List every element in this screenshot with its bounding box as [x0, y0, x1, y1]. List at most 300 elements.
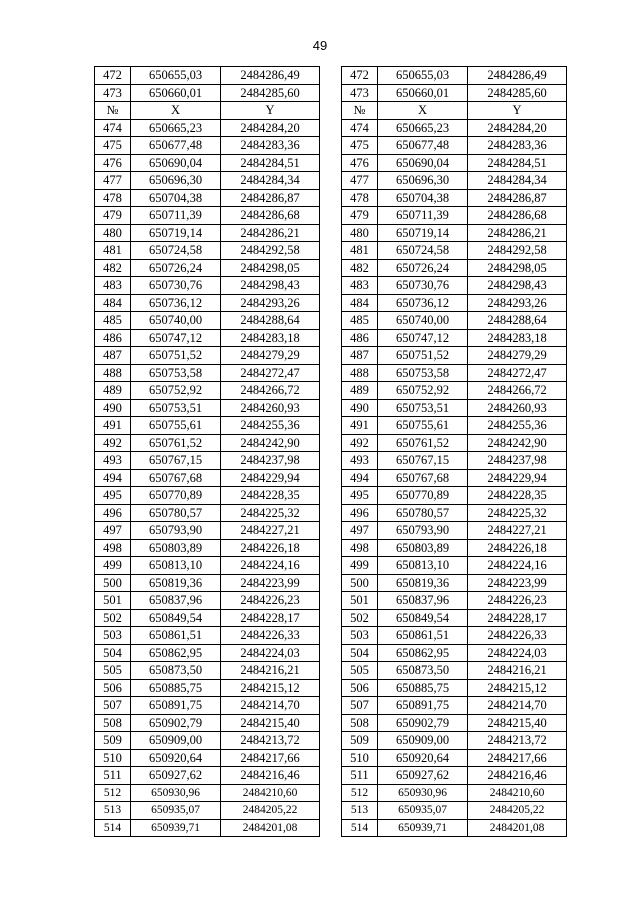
table-row	[95, 137, 567, 155]
left-x-cell: 650711,39	[131, 207, 221, 225]
table-row	[95, 67, 567, 85]
table-row	[95, 224, 567, 242]
right-num-cell: 485	[342, 312, 378, 330]
column-gap	[320, 84, 342, 102]
page-number: 49	[312, 38, 328, 53]
table-row	[95, 662, 567, 680]
left-y-cell: 2484224,03	[221, 644, 320, 662]
right-y-cell: 2484215,12	[468, 679, 567, 697]
left-y-cell: 2484286,68	[221, 207, 320, 225]
left-x-cell: 650724,58	[131, 242, 221, 260]
right-y-cell: 2484228,35	[468, 487, 567, 505]
left-x-cell: 650665,23	[131, 119, 221, 137]
left-num-cell: 483	[95, 277, 131, 295]
table-row	[95, 697, 567, 715]
left-y-cell: 2484224,16	[221, 557, 320, 575]
column-gap	[320, 294, 342, 312]
left-x-cell: 650660,01	[131, 84, 221, 102]
left-num-cell: 500	[95, 574, 131, 592]
column-gap	[320, 679, 342, 697]
table-row	[95, 312, 567, 330]
left-y-cell: 2484286,21	[221, 224, 320, 242]
left-x-cell: 650736,12	[131, 294, 221, 312]
left-x-cell: 650696,30	[131, 172, 221, 190]
table-row	[95, 347, 567, 365]
right-x-cell: 650793,90	[378, 522, 468, 540]
right-y-cell: 2484226,33	[468, 627, 567, 645]
left-num-cell: 489	[95, 382, 131, 400]
right-y-cell: 2484242,90	[468, 434, 567, 452]
right-num-cell: 505	[342, 662, 378, 680]
left-x-cell: 650902,79	[131, 714, 221, 732]
column-gap	[320, 137, 342, 155]
column-gap	[320, 452, 342, 470]
left-y-cell: 2484292,58	[221, 242, 320, 260]
table-row	[95, 504, 567, 522]
column-gap	[320, 557, 342, 575]
right-x-cell: 650665,23	[378, 119, 468, 137]
left-num-cell: 475	[95, 137, 131, 155]
left-y-cell: 2484225,32	[221, 504, 320, 522]
left-num-cell: 493	[95, 452, 131, 470]
right-num-cell: 474	[342, 119, 378, 137]
right-num-cell: 478	[342, 189, 378, 207]
right-x-cell: 650837,96	[378, 592, 468, 610]
left-y-cell: 2484285,60	[221, 84, 320, 102]
right-num-cell: 496	[342, 504, 378, 522]
right-num-cell: 479	[342, 207, 378, 225]
table-row	[95, 154, 567, 172]
right-x-cell: 650690,04	[378, 154, 468, 172]
right-num-cell: 512	[342, 784, 378, 802]
table-row	[95, 119, 567, 137]
left-y-cell: 2484237,98	[221, 452, 320, 470]
table-row	[95, 364, 567, 382]
column-gap	[320, 189, 342, 207]
left-y-cell: 2484228,35	[221, 487, 320, 505]
right-x-cell: 650755,61	[378, 417, 468, 435]
left-y-cell: 2484229,94	[221, 469, 320, 487]
right-x-cell: 650711,39	[378, 207, 468, 225]
left-num-cell: 494	[95, 469, 131, 487]
right-num-cell: 472	[342, 67, 378, 85]
right-y-header-cell: Y	[468, 102, 567, 120]
right-y-cell: 2484223,99	[468, 574, 567, 592]
right-y-cell: 2484216,21	[468, 662, 567, 680]
column-gap	[320, 609, 342, 627]
table-row	[95, 294, 567, 312]
left-y-cell: 2484283,18	[221, 329, 320, 347]
left-y-cell: 2484284,51	[221, 154, 320, 172]
right-y-cell: 2484286,21	[468, 224, 567, 242]
column-gap	[320, 714, 342, 732]
column-gap	[320, 592, 342, 610]
left-y-cell: 2484215,12	[221, 679, 320, 697]
left-num-cell: 501	[95, 592, 131, 610]
left-num-cell: 473	[95, 84, 131, 102]
left-num-cell: 492	[95, 434, 131, 452]
right-y-cell: 2484260,93	[468, 399, 567, 417]
left-num-cell: 513	[95, 802, 131, 820]
right-y-cell: 2484283,36	[468, 137, 567, 155]
right-x-cell: 650761,52	[378, 434, 468, 452]
column-gap	[320, 417, 342, 435]
left-y-cell: 2484286,49	[221, 67, 320, 85]
right-x-cell: 650849,54	[378, 609, 468, 627]
column-gap	[320, 67, 342, 85]
table-row	[95, 627, 567, 645]
right-x-cell: 650655,03	[378, 67, 468, 85]
left-num-cell: 504	[95, 644, 131, 662]
left-y-cell: 2484226,18	[221, 539, 320, 557]
column-gap	[320, 627, 342, 645]
column-gap	[320, 399, 342, 417]
right-x-cell: 650719,14	[378, 224, 468, 242]
left-x-cell: 650767,68	[131, 469, 221, 487]
left-x-header-cell: X	[131, 102, 221, 120]
right-num-cell: 506	[342, 679, 378, 697]
right-x-cell: 650724,58	[378, 242, 468, 260]
left-x-cell: 650751,52	[131, 347, 221, 365]
column-gap	[320, 172, 342, 190]
column-gap	[320, 487, 342, 505]
left-x-cell: 650747,12	[131, 329, 221, 347]
right-num-cell: 490	[342, 399, 378, 417]
right-x-cell: 650891,75	[378, 697, 468, 715]
right-y-cell: 2484284,20	[468, 119, 567, 137]
left-x-cell: 650655,03	[131, 67, 221, 85]
table-row	[95, 259, 567, 277]
right-x-cell: 650767,15	[378, 452, 468, 470]
right-num-cell: 503	[342, 627, 378, 645]
left-y-cell: 2484216,21	[221, 662, 320, 680]
right-y-cell: 2484284,34	[468, 172, 567, 190]
left-y-cell: 2484272,47	[221, 364, 320, 382]
right-num-cell: 500	[342, 574, 378, 592]
right-x-cell: 650740,00	[378, 312, 468, 330]
table-row	[95, 749, 567, 767]
right-x-cell: 650939,71	[378, 819, 468, 837]
left-num-cell: 487	[95, 347, 131, 365]
left-x-cell: 650927,62	[131, 767, 221, 785]
right-num-cell: 482	[342, 259, 378, 277]
left-num-header-cell: №	[95, 102, 131, 120]
table-row	[95, 802, 567, 820]
left-x-cell: 650730,76	[131, 277, 221, 295]
left-y-cell: 2484279,29	[221, 347, 320, 365]
column-gap	[320, 329, 342, 347]
left-num-cell: 482	[95, 259, 131, 277]
right-num-cell: 495	[342, 487, 378, 505]
left-x-cell: 650930,96	[131, 784, 221, 802]
right-y-cell: 2484226,23	[468, 592, 567, 610]
left-y-cell: 2484284,34	[221, 172, 320, 190]
table-row	[95, 242, 567, 260]
column-gap	[320, 347, 342, 365]
left-x-cell: 650753,58	[131, 364, 221, 382]
right-x-cell: 650920,64	[378, 749, 468, 767]
right-y-cell: 2484283,18	[468, 329, 567, 347]
table-row	[95, 819, 567, 837]
left-y-cell: 2484201,08	[221, 819, 320, 837]
right-x-cell: 650730,76	[378, 277, 468, 295]
left-x-cell: 650770,89	[131, 487, 221, 505]
right-num-cell: 487	[342, 347, 378, 365]
right-y-cell: 2484224,16	[468, 557, 567, 575]
left-x-cell: 650719,14	[131, 224, 221, 242]
left-x-cell: 650909,00	[131, 732, 221, 750]
left-num-cell: 511	[95, 767, 131, 785]
right-y-cell: 2484286,49	[468, 67, 567, 85]
right-x-cell: 650909,00	[378, 732, 468, 750]
left-num-cell: 510	[95, 749, 131, 767]
left-num-cell: 514	[95, 819, 131, 837]
left-y-cell: 2484205,22	[221, 802, 320, 820]
right-x-cell: 650753,58	[378, 364, 468, 382]
column-gap	[320, 504, 342, 522]
table-row	[95, 329, 567, 347]
right-x-cell: 650660,01	[378, 84, 468, 102]
left-num-cell: 490	[95, 399, 131, 417]
left-x-cell: 650753,51	[131, 399, 221, 417]
left-num-cell: 499	[95, 557, 131, 575]
left-x-cell: 650885,75	[131, 679, 221, 697]
left-num-cell: 496	[95, 504, 131, 522]
right-num-cell: 492	[342, 434, 378, 452]
column-gap	[320, 469, 342, 487]
right-y-cell: 2484213,72	[468, 732, 567, 750]
right-num-cell: 502	[342, 609, 378, 627]
right-num-cell: 511	[342, 767, 378, 785]
column-gap	[320, 819, 342, 837]
left-x-cell: 650752,92	[131, 382, 221, 400]
left-y-header-cell: Y	[221, 102, 320, 120]
table-row	[95, 189, 567, 207]
right-num-cell: 483	[342, 277, 378, 295]
right-x-cell: 650861,51	[378, 627, 468, 645]
right-x-cell: 650767,68	[378, 469, 468, 487]
column-gap	[320, 154, 342, 172]
right-num-cell: 497	[342, 522, 378, 540]
column-gap	[320, 364, 342, 382]
right-num-cell: 498	[342, 539, 378, 557]
table-row	[95, 469, 567, 487]
column-gap	[320, 749, 342, 767]
table-row	[95, 207, 567, 225]
right-x-cell: 650902,79	[378, 714, 468, 732]
left-y-cell: 2484213,72	[221, 732, 320, 750]
table-row	[95, 417, 567, 435]
right-y-cell: 2484227,21	[468, 522, 567, 540]
left-x-cell: 650690,04	[131, 154, 221, 172]
column-gap	[320, 259, 342, 277]
column-gap	[320, 662, 342, 680]
table-row	[95, 277, 567, 295]
left-y-cell: 2484215,40	[221, 714, 320, 732]
left-num-cell: 486	[95, 329, 131, 347]
right-x-cell: 650696,30	[378, 172, 468, 190]
left-y-cell: 2484260,93	[221, 399, 320, 417]
right-num-cell: 507	[342, 697, 378, 715]
right-num-cell: 494	[342, 469, 378, 487]
column-gap	[320, 434, 342, 452]
left-num-cell: 485	[95, 312, 131, 330]
right-x-cell: 650747,12	[378, 329, 468, 347]
right-y-cell: 2484285,60	[468, 84, 567, 102]
left-x-cell: 650761,52	[131, 434, 221, 452]
right-num-cell: 508	[342, 714, 378, 732]
left-x-cell: 650793,90	[131, 522, 221, 540]
left-x-cell: 650862,95	[131, 644, 221, 662]
right-num-cell: 514	[342, 819, 378, 837]
right-x-cell: 650780,57	[378, 504, 468, 522]
column-gap	[320, 732, 342, 750]
left-y-cell: 2484217,66	[221, 749, 320, 767]
right-num-cell: 510	[342, 749, 378, 767]
table-row	[95, 399, 567, 417]
right-num-cell: 476	[342, 154, 378, 172]
left-num-cell: 480	[95, 224, 131, 242]
left-num-cell: 477	[95, 172, 131, 190]
left-num-cell: 512	[95, 784, 131, 802]
right-y-cell: 2484205,22	[468, 802, 567, 820]
right-x-cell: 650862,95	[378, 644, 468, 662]
table-header-row	[95, 102, 567, 120]
left-x-cell: 650803,89	[131, 539, 221, 557]
left-y-cell: 2484286,87	[221, 189, 320, 207]
right-y-cell: 2484216,46	[468, 767, 567, 785]
table-row	[95, 574, 567, 592]
table-row	[95, 732, 567, 750]
right-num-cell: 493	[342, 452, 378, 470]
table-row	[95, 644, 567, 662]
left-num-cell: 495	[95, 487, 131, 505]
right-x-cell: 650736,12	[378, 294, 468, 312]
left-y-cell: 2484255,36	[221, 417, 320, 435]
column-gap	[320, 207, 342, 225]
right-x-cell: 650677,48	[378, 137, 468, 155]
column-gap	[320, 784, 342, 802]
right-y-cell: 2484284,51	[468, 154, 567, 172]
right-y-cell: 2484201,08	[468, 819, 567, 837]
left-num-cell: 507	[95, 697, 131, 715]
table-row	[95, 452, 567, 470]
column-gap	[320, 802, 342, 820]
table-row	[95, 609, 567, 627]
right-num-cell: 473	[342, 84, 378, 102]
right-num-cell: 484	[342, 294, 378, 312]
right-num-cell: 513	[342, 802, 378, 820]
column-gap	[320, 119, 342, 137]
right-num-cell: 480	[342, 224, 378, 242]
column-gap	[320, 382, 342, 400]
left-x-cell: 650755,61	[131, 417, 221, 435]
left-num-cell: 481	[95, 242, 131, 260]
right-y-cell: 2484279,29	[468, 347, 567, 365]
left-y-cell: 2484293,26	[221, 294, 320, 312]
left-y-cell: 2484214,70	[221, 697, 320, 715]
left-x-cell: 650677,48	[131, 137, 221, 155]
column-gap	[320, 697, 342, 715]
right-y-cell: 2484225,32	[468, 504, 567, 522]
table-row	[95, 592, 567, 610]
left-y-cell: 2484298,05	[221, 259, 320, 277]
right-y-cell: 2484298,43	[468, 277, 567, 295]
left-x-cell: 650813,10	[131, 557, 221, 575]
left-y-cell: 2484226,33	[221, 627, 320, 645]
left-y-cell: 2484284,20	[221, 119, 320, 137]
left-y-cell: 2484288,64	[221, 312, 320, 330]
right-num-cell: 499	[342, 557, 378, 575]
right-y-cell: 2484226,18	[468, 539, 567, 557]
right-x-cell: 650704,38	[378, 189, 468, 207]
left-num-cell: 498	[95, 539, 131, 557]
left-num-cell: 488	[95, 364, 131, 382]
left-x-cell: 650819,36	[131, 574, 221, 592]
right-x-cell: 650726,24	[378, 259, 468, 277]
table-row	[95, 382, 567, 400]
table-row	[95, 84, 567, 102]
left-y-cell: 2484216,46	[221, 767, 320, 785]
left-x-cell: 650740,00	[131, 312, 221, 330]
right-x-cell: 650803,89	[378, 539, 468, 557]
right-num-cell: 475	[342, 137, 378, 155]
right-x-cell: 650751,52	[378, 347, 468, 365]
left-num-cell: 503	[95, 627, 131, 645]
right-y-cell: 2484298,05	[468, 259, 567, 277]
left-x-cell: 650780,57	[131, 504, 221, 522]
right-y-cell: 2484217,66	[468, 749, 567, 767]
column-gap	[320, 767, 342, 785]
right-y-cell: 2484215,40	[468, 714, 567, 732]
left-x-cell: 650873,50	[131, 662, 221, 680]
left-x-cell: 650891,75	[131, 697, 221, 715]
left-x-cell: 650920,64	[131, 749, 221, 767]
left-x-cell: 650837,96	[131, 592, 221, 610]
table-row	[95, 714, 567, 732]
right-y-cell: 2484229,94	[468, 469, 567, 487]
left-num-cell: 506	[95, 679, 131, 697]
right-y-cell: 2484237,98	[468, 452, 567, 470]
left-num-cell: 476	[95, 154, 131, 172]
right-y-cell: 2484288,64	[468, 312, 567, 330]
right-x-cell: 650819,36	[378, 574, 468, 592]
table-row	[95, 767, 567, 785]
right-num-cell: 486	[342, 329, 378, 347]
column-gap	[320, 522, 342, 540]
right-x-cell: 650873,50	[378, 662, 468, 680]
left-num-cell: 509	[95, 732, 131, 750]
coordinates-table-body	[95, 67, 567, 837]
table-row	[95, 172, 567, 190]
right-y-cell: 2484286,68	[468, 207, 567, 225]
right-x-cell: 650752,92	[378, 382, 468, 400]
right-x-cell: 650927,62	[378, 767, 468, 785]
right-x-header-cell: X	[378, 102, 468, 120]
table-row	[95, 784, 567, 802]
left-x-cell: 650939,71	[131, 819, 221, 837]
right-y-cell: 2484293,26	[468, 294, 567, 312]
left-y-cell: 2484283,36	[221, 137, 320, 155]
left-num-cell: 484	[95, 294, 131, 312]
right-num-cell: 509	[342, 732, 378, 750]
right-num-header-cell: №	[342, 102, 378, 120]
right-y-cell: 2484255,36	[468, 417, 567, 435]
right-x-cell: 650770,89	[378, 487, 468, 505]
coordinates-table	[94, 66, 567, 837]
left-y-cell: 2484226,23	[221, 592, 320, 610]
left-y-cell: 2484242,90	[221, 434, 320, 452]
